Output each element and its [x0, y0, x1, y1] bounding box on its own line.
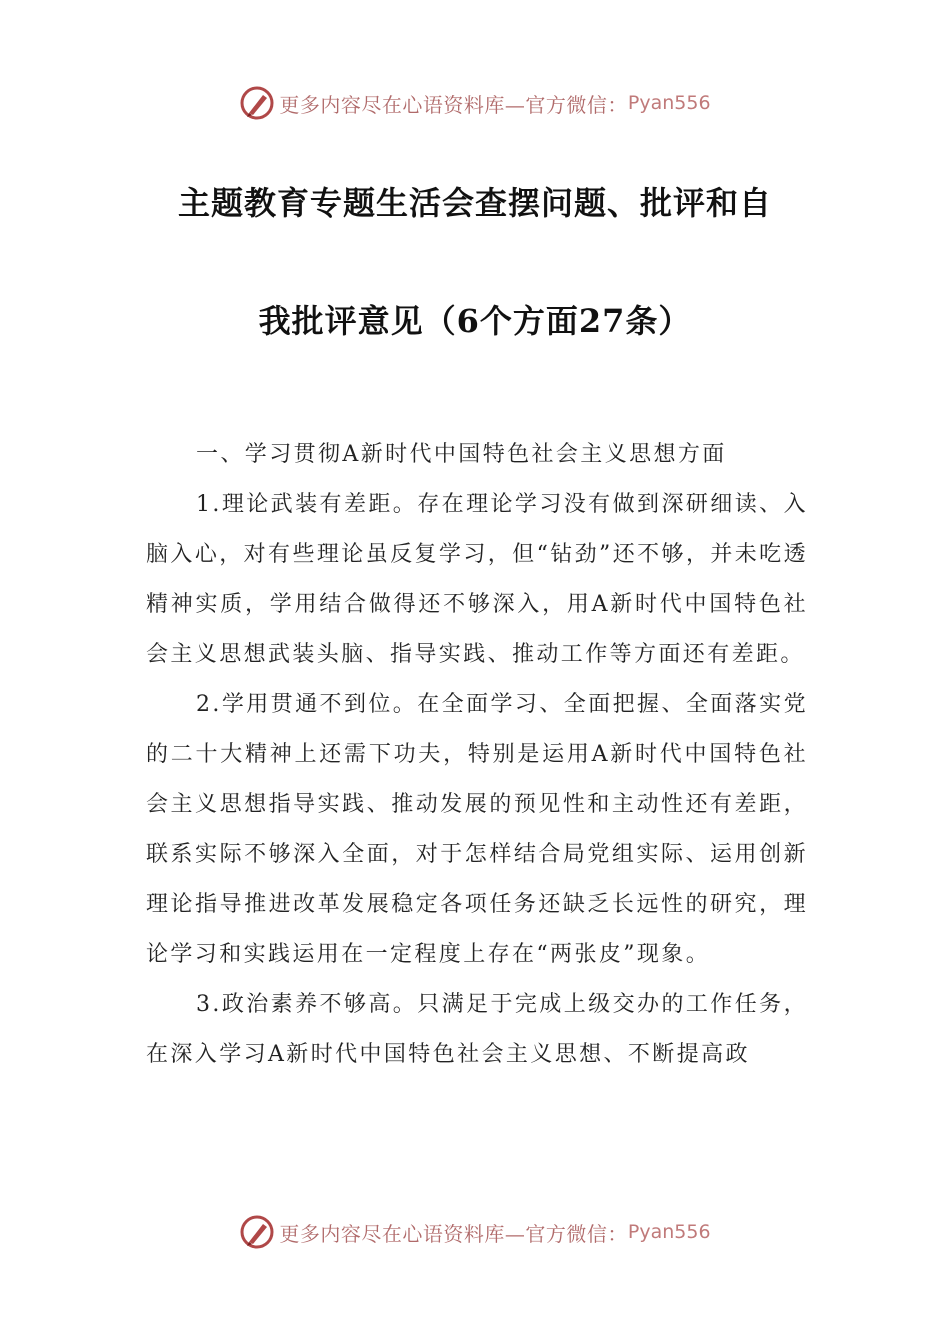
watermark-wechat-id: Pyan556 [627, 1221, 711, 1243]
watermark-header [0, 83, 950, 123]
watermark-text: 更多内容尽在心语资料库—官方微信： [279, 1221, 628, 1246]
document-title-line-1: 主题教育专题生活会查摆问题、批评和自 [177, 184, 772, 222]
pen-nib-logo-icon [239, 1214, 275, 1250]
paragraph-item-3: 3.政治素养不够高。只满足于完成上级交办的工作任务，在深入学习A新时代中国特色社会主义思想、不断提高政 [146, 992, 808, 1067]
section-heading: 一、学习贯彻A新时代中国特色社会主义思想方面 [196, 442, 727, 467]
watermark-text: 更多内容尽在心语资料库—官方微信： [279, 92, 628, 117]
watermark-footer [0, 1212, 950, 1252]
watermark-wechat-id: Pyan556 [627, 92, 711, 114]
document-title-line-2: 我批评意见（6个方面27条） [258, 302, 692, 340]
pen-nib-logo-icon [239, 85, 275, 121]
paragraph-item-2: 2.学用贯通不到位。在全面学习、全面把握、全面落实党的二十大精神上还需下功夫，特别是运用A新时代中国特色社会主义思想指导实践、推动发展的预见性和主动性还有差距，联系实际不够深入全面，对于怎样结合局党组实际、运用创新理论指导推进改革发展稳定各项任务还缺乏长远性的研究，理论学习和实践运用在一定程度上存在“两张皮”现象。 [146, 692, 808, 967]
paragraph-item-1: 1.理论武装有差距。存在理论学习没有做到深研细读、入脑入心，对有些理论虽反复学习，但“钻劲”还不够，并未吃透精神实质，学用结合做得还不够深入，用A新时代中国特色社会主义思想武装头脑、指导实践、推动工作等方面还有差距。 [146, 492, 808, 667]
document-body [146, 430, 808, 1080]
